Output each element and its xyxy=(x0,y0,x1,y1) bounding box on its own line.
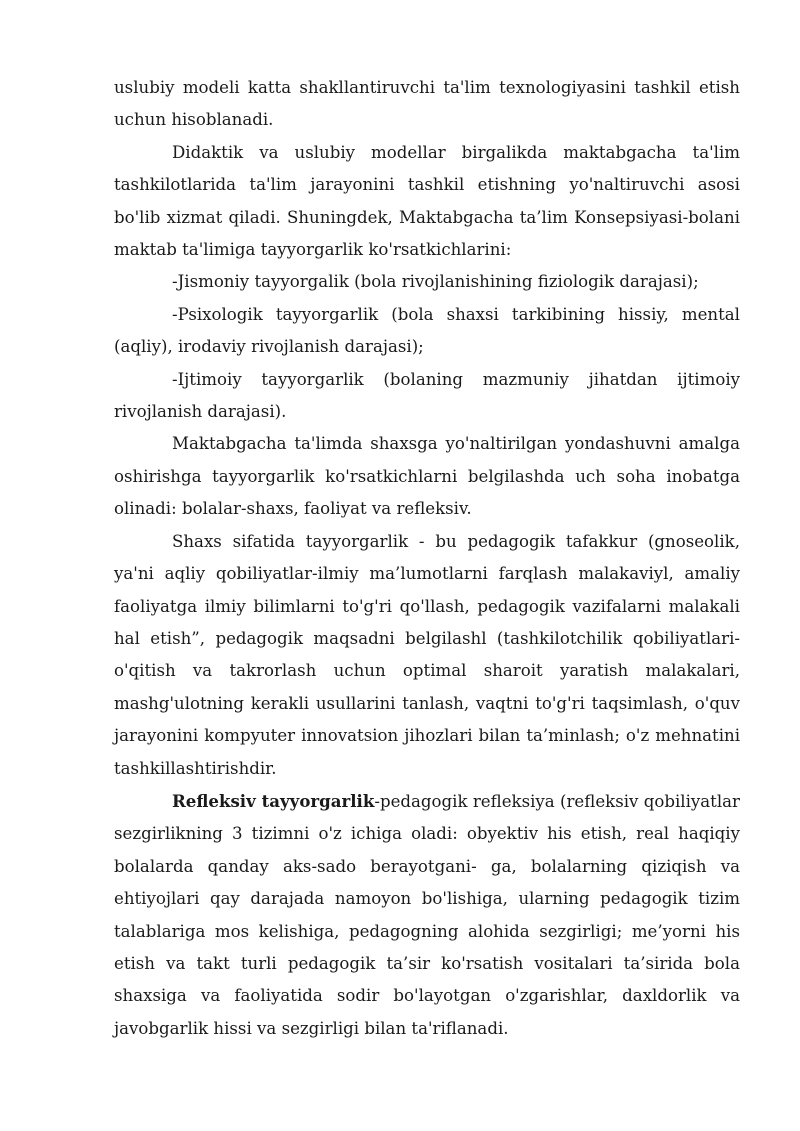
list-item-physical-readiness: -Jismoniy tayyorgalik (bola rivojlanishining fiziologik darajasi); xyxy=(172,272,699,292)
reflexive-text: -pedagogik refleksiya (refleksiv qobiliyatlar sezgirlikning 3 tizimni o'z ichiga oladi: obyektiv his etish, real haqiqiy bolalarda qanday aks-sado berayotgani- ga, bolalarning qiziqish va ehtiyojlari qay darajada namoyon bo'lishiga, ularning pedagogik tizim talablariga mos kelishiga, pedagogning alohida sezgirligi; me’yorni his etish va takt turli pedagogik ta’sir ko'rsatish vositalari ta’sirida bola shaxsiga va faoliyatida sodir bo'layotgan o'zgarishlar, daxldorlik va javobgarlik hissi va sezgirligi bilan ta'riflanadi. xyxy=(114,791,740,1038)
list-item-psychological-readiness: -Psixologik tayyorgarlik (bola shaxsi tarkibining hissiy, mental (aqliy), irodaviy rivojlanish darajasi); xyxy=(114,304,740,357)
document-page xyxy=(114,72,740,1045)
bold-lead-reflexive: Refleksiv tayyorgarlik xyxy=(172,790,375,811)
paragraph-personal-readiness: Shaxs sifatida tayyorgarlik - bu pedagogik tafakkur (gnoseolik, ya'ni aqliy qobiliyatlar-ilmiy ma’lumotlarni farqlash malakaviyl, amaliy faoliyatga ilmiy bilimlarni to'g'ri qo'llash, pedagogik vazifalarni malakali hal etish”, pedagogik maqsadni belgilashl (tashkilotchilik qobiliyatlari-o'qitish va takrorlash uchun optimal sharoit yaratish malakalari, mashg'ulotning kerakli usullarini tanlash, vaqtni to'g'ri taqsimlash, o'quv jarayonini kompyuter innovatsion jihozlari bilan ta’minlash; o'z mehnatini tashkillashtirishdir. xyxy=(114,531,740,778)
paragraph-continuation: uslubiy modeli katta shakllantiruvchi ta'lim texnologiyasini tashkil etish uchun hisoblanadi. xyxy=(114,78,740,130)
paragraph-reflexive-readiness xyxy=(114,785,740,1045)
paragraph-three-areas: Maktabgacha ta'limda shaxsga yo'naltirilgan yondashuvni amalga oshirishga tayyorgarlik ko'rsatkichlarni belgilashda uch soha inobatga olinadi: bolalar-shaxs, faoliyat va refleksiv. xyxy=(114,434,740,519)
list-item-social-readiness: -Ijtimoiy tayyorgarlik (bolaning mazmuniy jihatdan ijtimoiy rivojlanish darajasi). xyxy=(114,369,740,422)
paragraph-didactic-models: Didaktik va uslubiy modellar birgalikda maktabgacha ta'lim tashkilotlarida ta'lim jarayonini tashkil etishning yo'naltiruvchi asosi bo'lib xizmat qiladi. Shuningdek, Maktabgacha ta’lim Konsepsiyasi-bolani maktab ta'limiga tayyorgarlik ko'rsatkichlarini: xyxy=(114,142,740,260)
